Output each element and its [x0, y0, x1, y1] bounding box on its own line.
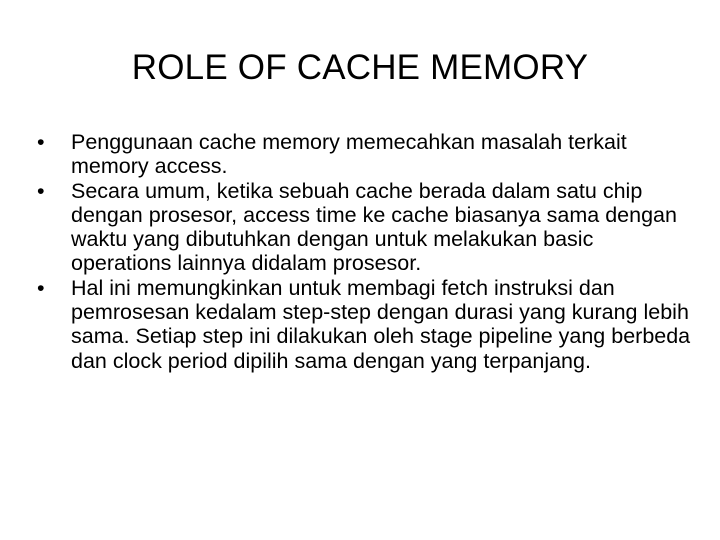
- bullet-text: Secara umum, ketika sebuah cache berada dalam satu chip dengan prosesor, access time ke cache biasanya sama dengan waktu yang dibutuhkan dengan untuk melakukan basic operations lainnya didalam prosesor.: [71, 178, 677, 276]
- bullet-text: Penggunaan cache memory memecahkan masalah terkait memory access.: [71, 130, 627, 179]
- bullet-icon: •: [37, 178, 45, 203]
- bullet-item: [36, 179, 696, 276]
- slide-title: ROLE OF CACHE MEMORY: [131, 48, 589, 87]
- bullet-icon: •: [37, 275, 45, 300]
- bullet-item: [36, 130, 696, 179]
- bullet-list: [36, 130, 696, 373]
- bullet-item: [36, 276, 696, 373]
- bullet-text: Hal ini memungkinkan untuk membagi fetch instruksi dan pemrosesan kedalam step-step dengan durasi yang kurang lebih sama. Setiap step ini dilakukan oleh stage pipeline yang berbeda dan clock period dipilih sama dengan yang terpanjang.: [71, 275, 691, 373]
- bullet-icon: •: [37, 130, 45, 154]
